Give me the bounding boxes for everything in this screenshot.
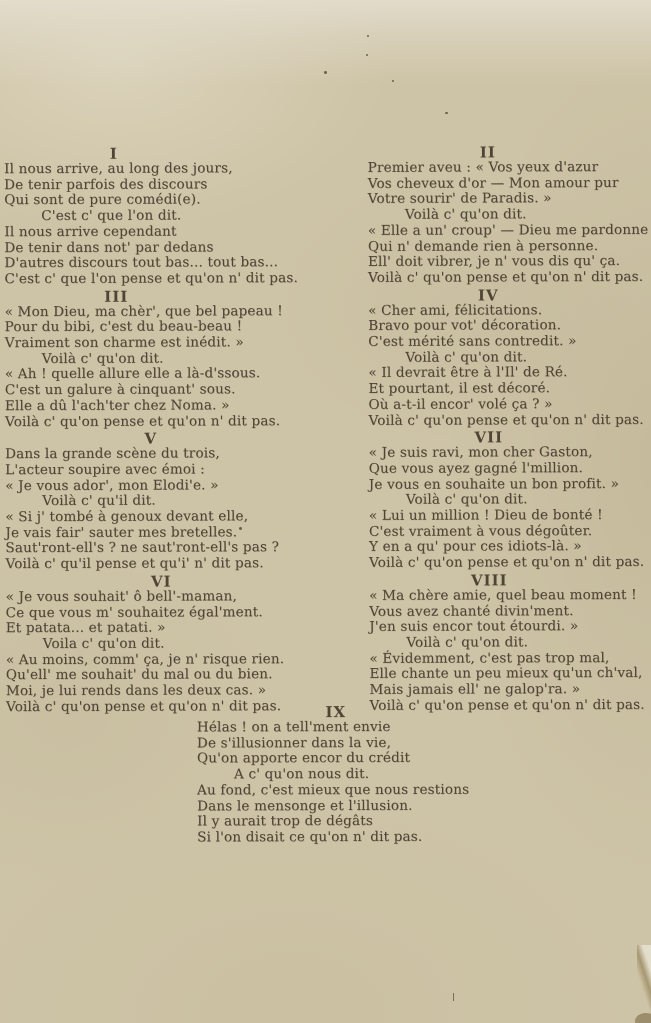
verse-line: Y en a qu' pour ces idiots-là. » [368,538,582,556]
verse-line: « Elle a un' croup' — Dieu me pardonne [367,221,649,239]
verse-line: Hélas ! on a tell'ment envie [196,718,391,736]
verse-line: De tenir parfois des discours [4,176,208,193]
verse-line: « Lui un million ! Dieu de bonté ! [368,507,603,524]
stanza-III [5,288,317,431]
poem-columns [0,144,651,717]
stanza-numeral: IX [325,703,347,722]
verse-line: Elle chante un peu mieux qu'un ch'val, [369,665,643,683]
verse-line: Voilà c' qu'on pense et qu'on n' dit pas. [4,412,281,430]
stanza-VI [5,573,317,716]
stanza-VIII [369,572,650,715]
verse-line: Où a-t-il encor' volé ça ? » [368,396,553,413]
verse-line: De s'illusionner dans la vie, [196,734,392,752]
verse-line: Il nous arrive cependant [4,223,177,240]
paper-speck [392,80,394,82]
stanza-VII [369,429,650,572]
stanza-numeral: VII [474,428,504,447]
verse-line: Je vous en souhaite un bon profit. » [368,475,620,493]
verse-line: « Je vous ador', mon Elodi'e. » [5,477,219,494]
verse-line: Que vous ayez gagné l'million. [368,460,584,477]
verse-line: Premier aveu : « Vos yeux d'azur [367,159,599,176]
bottom-mark [453,993,454,1001]
verse-line: Votre sourir' de Paradis. » [367,190,552,208]
verse-line: C'est un galure à cinquant' sous. [4,381,236,399]
verse-line: L'acteur soupire avec émoi : [5,461,205,479]
column-right [316,144,651,716]
verse-line: Si l'on disait ce qu'on n' dit pas. [197,828,423,846]
paper-speck [366,54,368,56]
verse-line: Il y aurait trop de dégâts [197,813,374,830]
verse-line: Voila c' qu'on dit. [42,635,165,652]
verse-line: Bravo pour vot' décoration. [368,317,562,335]
verse-line: « Ma chère amie, quel beau moment ! [369,586,637,604]
verse-line: Moi, je lui rends dans les deux cas. » [5,682,267,700]
verse-line: Voilà c' qu'on pense et qu'on n' dit pas. [368,411,644,429]
paper-speck [324,71,327,74]
verse-line: Dans la grande scène du trois, [5,445,220,463]
column-left [0,145,318,717]
verse-line: Voilà c' qu'il dit. [42,492,156,510]
verse-line: « Je suis ravi, mon cher Gaston, [368,444,593,462]
paper-speck [445,112,448,114]
verse-line: C'est vraiment à vous dégoûter. [368,522,593,540]
verse-line: Voilà c' qu'on dit. [404,206,527,223]
verse-line: Voilà c' qu'on dit. [41,350,164,367]
stanza-numeral: I [109,144,118,163]
verse-line: « Il devrait être à l'Il' de Ré. [368,364,568,382]
verse-line: Et pourtant, il est décoré. [368,380,551,397]
verse-line: Vraiment son charme est inédit. » [4,334,244,352]
stanza-V [5,430,317,573]
verse-line: « Mon Dieu, ma chèr', que bel papeau ! [4,302,283,320]
verse-line: Je vais fair' sauter mes bretelles. [5,524,238,541]
verse-line: Voilà c' qu'on dit. [405,349,528,366]
stanza-numeral: IV [477,286,499,305]
verse-line: Qui sont de pure comédi(e). [4,191,201,209]
verse-line: Il nous arrive, au long des jours, [4,160,233,178]
verse-line: Voilà c' qu'on pense et qu'on n' dit pas. [368,268,644,286]
verse-line: Voilà c' qu'on dit. [406,634,529,651]
stanza-I [4,145,316,288]
verse-line: Qui n' demande rien à personne. [367,237,599,255]
verse-line: Ce que vous m' souhaitez égal'ment. [5,603,263,621]
verse-line: Ell' doit vibrer, je n' vous dis qu' ça. [367,253,621,271]
verse-line: Voilà c' qu'on pense et qu'on n' dit pas. [369,554,645,572]
verse-line: D'autres discours tout bas... tout bas... [4,254,279,272]
verse-line: Qu'ell' me souhait' du mal ou du bien. [5,666,273,684]
verse-line: C'est c' que l'on dit. [41,207,182,225]
verse-line: Au fond, c'est mieux que nous restions [197,781,470,799]
verse-line: « Ah ! quelle allure elle a là-d'ssous. [4,365,261,383]
verse-line: « Cher ami, félicitations. [368,301,543,319]
verse-line: « Je vous souhait' ô bell'-maman, [5,588,238,605]
verse-line: Vous avez chanté divin'ment. [369,602,574,620]
verse-line: Dans le mensonge et l'illusion. [197,797,413,814]
page-tear-shadow [635,1013,651,1023]
verse-line: « Évidemment, c'est pas trop mal, [369,649,610,667]
verse-line: Saut'ront-ell's ? ne saut'ront-ell's pas ? [5,539,280,557]
verse-line: Vos cheveux d'or — Mon amour pur [367,174,619,192]
verse-line: Voilà c' qu'on pense et qu'on n' dit pas. [5,697,282,715]
paper-speck [239,527,242,530]
verse-line: Voilà c' qu'on pense et qu'on n' dit pas. [369,696,645,714]
verse-line: « Au moins, comm' ça, je n' risque rien. [5,650,285,668]
verse-line: Voilà c' qu'on dit. [405,491,528,509]
verse-line: A c' qu'on nous dit. [233,766,370,783]
verse-line: Et patata... et patati. » [5,619,166,637]
stanza-numeral: II [479,143,496,162]
verse-line: C'est mérité sans contredit. » [368,333,577,350]
verse-line: Pour du bibi, c'est du beau-beau ! [4,318,243,336]
page-tear [637,945,651,1023]
verse-line: Elle a dû l'ach'ter chez Noma. » [4,397,230,414]
verse-line: Voilà c' qu'il pense et qu'i' n' dit pas. [5,555,264,573]
verse-line: Qu'on apporte encor du crédit [196,750,411,767]
verse-line: J'en suis encor tout étourdi. » [369,618,579,636]
verse-line: « Si j' tombé à genoux devant elle, [5,508,249,526]
stanza-numeral: V [144,429,158,448]
stanza-IV [368,286,649,429]
stanza-numeral: III [104,287,129,306]
verse-line: Mais jamais ell' ne galop'ra. » [369,681,581,698]
verse-line: De tenir dans not' par dedans [4,238,214,256]
paper-speck [367,35,369,37]
stanza-numeral: VIII [470,571,508,590]
verse-line: C'est c' que l'on pense et qu'on n' dit pas. [4,270,298,288]
stanza-numeral: VI [150,572,172,591]
stanza-II [368,144,649,287]
stanza-IX [197,704,527,846]
